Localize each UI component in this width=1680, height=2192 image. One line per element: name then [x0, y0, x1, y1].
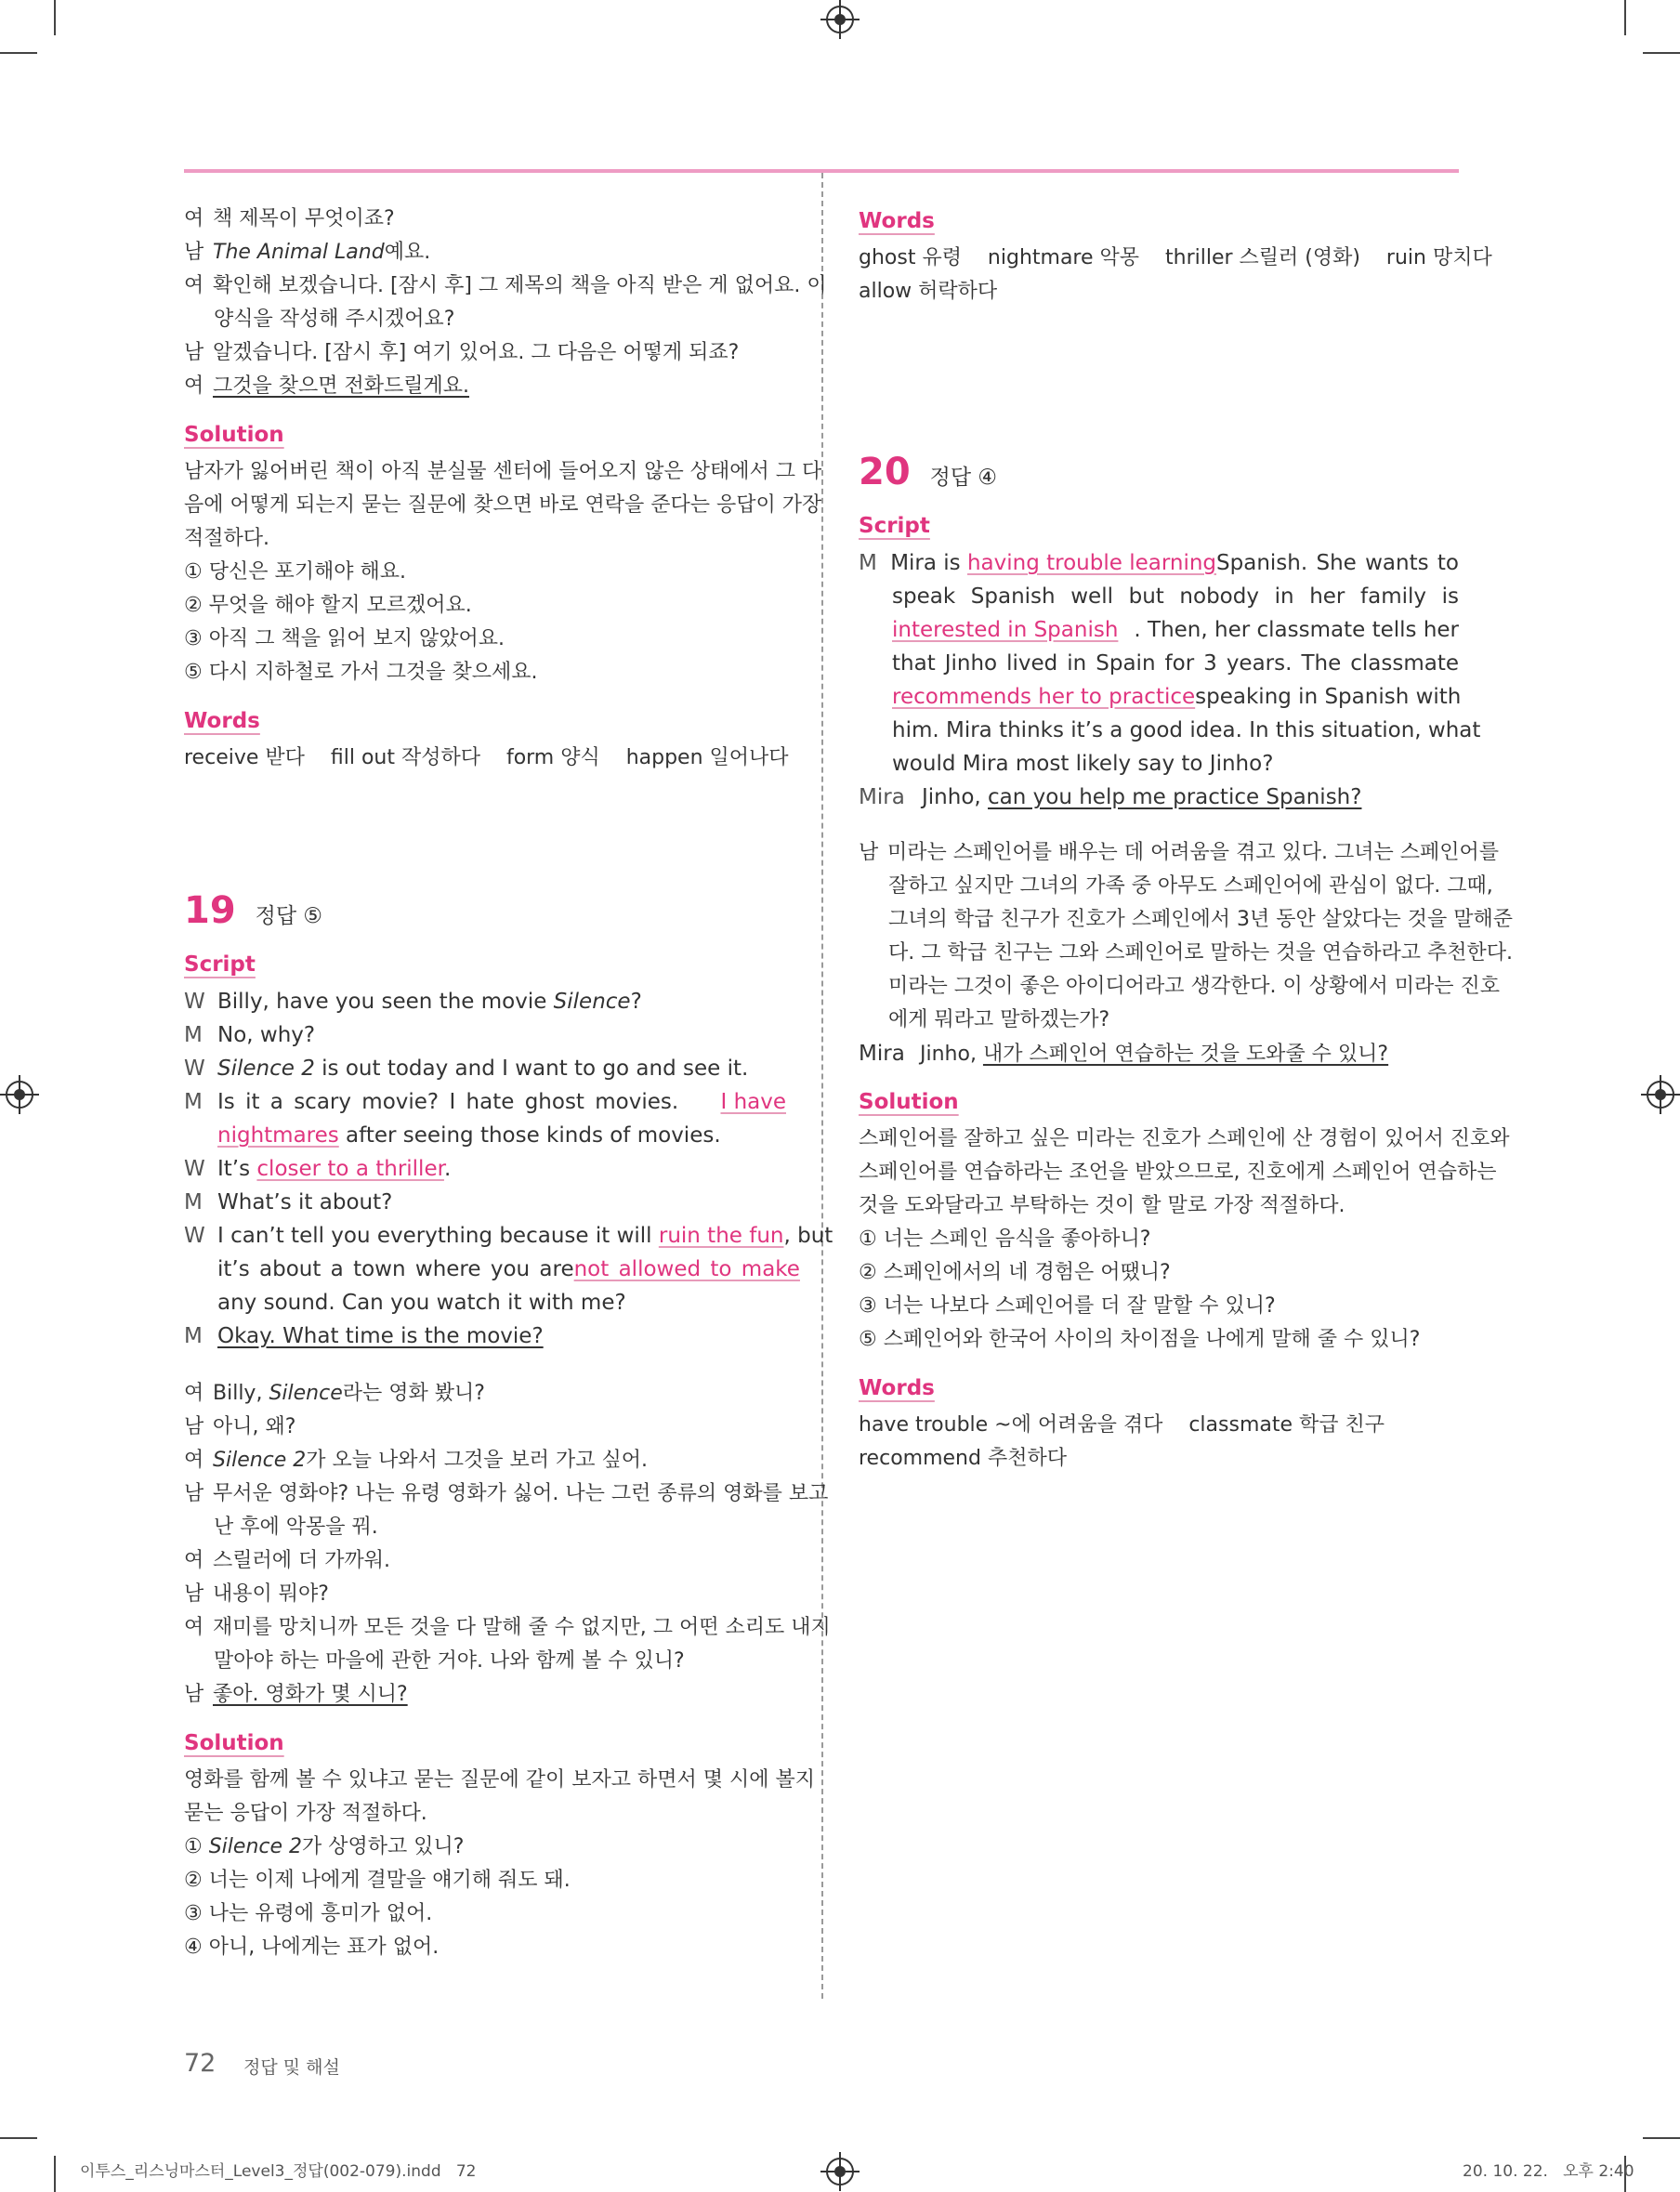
dialogue-line: 그녀의 학급 친구가 진호가 스페인에서 3년 동안 살았다는 것을 말해준: [888, 908, 1513, 931]
solution-heading: Solution: [859, 1090, 959, 1114]
question-number: 19: [184, 889, 236, 932]
dialogue-line: 난 후에 악몽을 꿔.: [214, 1516, 378, 1539]
registration-mark-right: [1647, 1081, 1674, 1109]
solution-line: 남자가 잃어버린 책이 아직 분실물 센터에 들어오지 않은 상태에서 그 다: [184, 460, 822, 483]
dialogue-line: 남 내용이 뭐야?: [184, 1582, 329, 1606]
print-slug-timestamp: 20. 10. 22. 오후 2:40: [1463, 2162, 1634, 2181]
script-line: M No, why?: [184, 1023, 316, 1047]
solution-line: 스페인어를 연습하라는 조언을 받았으므로, 진호에게 스페인어 연습하는: [859, 1161, 1497, 1184]
dialogue-line: 여 스릴러에 더 가까워.: [184, 1549, 390, 1572]
page-label: 정답 및 해설: [243, 2057, 340, 2078]
dialogue-korean-19: [184, 1377, 831, 1712]
left-column: [184, 203, 833, 1964]
dialogue-line: 남 미라는 스페인어를 배우는 데 어려움을 겪고 있다. 그녀는 스페인어를: [859, 841, 1499, 864]
script-heading: Script: [859, 514, 930, 538]
solution-heading: Solution: [184, 423, 284, 447]
solution-option: ① Silence 2가 상영하고 있니?: [184, 1835, 465, 1858]
dialogue-line: 남 알겠습니다. [잠시 후] 여기 있어요. 그 다음은 어떻게 되죠?: [184, 341, 740, 364]
words-line: receive 받다 fill out 작성하다 form 양식 happen 일어나다: [184, 746, 789, 769]
script-line: M What’s it about?: [184, 1190, 393, 1214]
solution-option: ⑤ 스페인어와 한국어 사이의 차이점을 나에게 말해 줄 수 있니?: [859, 1328, 1421, 1351]
dialogue-line: 말아야 하는 마을에 관한 거야. 나와 함께 볼 수 있니?: [214, 1649, 685, 1673]
solution-option: ③ 나는 유령에 흥미가 없어.: [184, 1902, 433, 1925]
script-line: would Mira most likely say to Jinho?: [892, 752, 1274, 776]
script-line: it’s about a town where you are not allowed to make: [217, 1257, 800, 1281]
dialogue-line: 여 재미를 망치니까 모든 것을 다 말해 줄 수 없지만, 그 어떤 소리도 내지: [184, 1616, 831, 1639]
solution-option: ④ 아니, 나에게는 표가 없어.: [184, 1936, 440, 1959]
script-line: him. Mira thinks it’s a good idea. In this situation, what: [892, 718, 1481, 742]
words-list: [859, 1409, 1459, 1476]
words-line: ghost 유령 nightmare 악몽 thriller 스릴러 (영화) ruin 망치다: [859, 246, 1492, 269]
crop-mark: [0, 52, 37, 54]
script-line: W Billy, have you seen the movie Silence?: [184, 990, 642, 1014]
script-line: Mira Jinho, can you help me practice Spanish?: [859, 785, 1362, 809]
script-line: that Jinho lived in Spain for 3 years. The classmate: [892, 651, 1459, 676]
dialogue-line: Mira Jinho, 내가 스페인어 연습하는 것을 도와줄 수 있니?: [859, 1042, 1389, 1066]
words-list: [859, 242, 1492, 308]
solution-line: 것을 도와달라고 부탁하는 것이 할 말로 가장 적절하다.: [859, 1194, 1345, 1217]
solution-20-text: [859, 1122, 1510, 1357]
answer-label: 정답 ⑤: [255, 904, 323, 928]
question-number: 20: [859, 451, 911, 493]
script-line: M Is it a scary movie? I hate ghost movies. I have: [184, 1090, 786, 1114]
script-line: interested in Spanish . Then, her classmate tells her: [892, 618, 1459, 642]
dialogue-line: 에게 뭐라고 말하겠는가?: [888, 1008, 1110, 1031]
solution-heading: Solution: [184, 1731, 284, 1755]
dialogue-line: 여 Billy, Silence라는 영화 봤니?: [184, 1382, 485, 1405]
dialogue-line: 여 Silence 2가 오늘 나와서 그것을 보러 가고 싶어.: [184, 1449, 649, 1472]
dialogue-line: 남 좋아. 영화가 몇 시니?: [184, 1683, 408, 1706]
script-19: [184, 985, 833, 1353]
words-line: recommend 추천하다: [859, 1447, 1067, 1470]
answer-label: 정답 ④: [929, 466, 998, 490]
solution-option: ⑤ 다시 지하철로 가서 그것을 찾으세요.: [184, 661, 538, 684]
dialogue-line: 남 The Animal Land예요.: [184, 241, 431, 264]
solution-option: ② 무엇을 해야 할지 모르겠어요.: [184, 594, 472, 617]
script-line: W It’s closer to a thriller.: [184, 1157, 452, 1181]
crop-mark: [54, 0, 56, 35]
dialogue-korean-20: [859, 836, 1513, 1070]
solution-line: 음에 어떻게 되는지 묻는 질문에 찾으면 바로 연락을 준다는 응답이 가장: [184, 493, 822, 517]
dialogue-line: 잘하고 싶지만 그녀의 가족 중 아무도 스페인어에 관심이 없다. 그때,: [888, 874, 1493, 898]
words-line: allow 허락하다: [859, 280, 998, 303]
dialogue-line: 여 그것을 찾으면 전화드릴게요.: [184, 374, 470, 398]
words-line: have trouble ~에 어려움을 겪다 classmate 학급 친구: [859, 1413, 1385, 1437]
script-line: M Okay. What time is the movie?: [184, 1324, 544, 1348]
solution-option: ② 너는 이제 나에게 결말을 얘기해 줘도 돼.: [184, 1869, 571, 1892]
crop-mark: [1643, 2137, 1680, 2139]
script-line: speak Spanish well but nobody in her family is: [892, 584, 1459, 609]
words-heading: Words: [859, 1376, 935, 1400]
solution-line: 영화를 함께 볼 수 있냐고 묻는 질문에 같이 보자고 하면서 몇 시에 볼지: [184, 1768, 815, 1792]
dialogue-line: 미라는 그것이 좋은 아이디어라고 생각한다. 이 상황에서 미라는 진호: [888, 975, 1500, 998]
words-heading: Words: [184, 709, 260, 733]
dialogue-line: 양식을 작성해 주시겠어요?: [214, 308, 455, 331]
words-heading: Words: [859, 209, 935, 233]
column-divider: [821, 173, 823, 1999]
script-line: W I can’t tell you everything because it will ruin the fun, but: [184, 1224, 833, 1248]
script-line: W Silence 2 is out today and I want to go and see it.: [184, 1057, 749, 1081]
solution-line: 스페인어를 잘하고 싶은 미라는 진호가 스페인에 산 경험이 있어서 진호와: [859, 1127, 1510, 1150]
solution-line: 묻는 응답이 가장 적절하다.: [184, 1802, 427, 1825]
solution-option: ① 너는 스페인 음식을 좋아하니?: [859, 1227, 1151, 1251]
crop-mark: [1624, 0, 1626, 35]
script-line: recommends her to practice speaking in Spanish with: [892, 685, 1462, 709]
crop-mark: [1643, 52, 1680, 54]
script-line: any sound. Can you watch it with me?: [217, 1291, 626, 1315]
solution-option: ② 스페인에서의 네 경험은 어땠니?: [859, 1261, 1171, 1284]
script-heading: Script: [184, 952, 256, 977]
dialogue-line: 여 확인해 보겠습니다. [잠시 후] 그 제목의 책을 아직 받은 게 없어요. 이: [184, 274, 827, 297]
solution-option: ③ 아직 그 책을 읽어 보지 않았어요.: [184, 627, 505, 650]
script-line: M Mira is having trouble learning Spanish. She wants to: [859, 551, 1459, 575]
solution-option: ① 당신은 포기해야 해요.: [184, 560, 406, 584]
solution-option: ③ 너는 나보다 스페인어를 더 잘 말할 수 있니?: [859, 1294, 1276, 1318]
script-20: [859, 546, 1481, 814]
dialogue-korean-18: [184, 203, 827, 403]
crop-mark: [54, 2156, 56, 2192]
registration-mark-left: [6, 1081, 33, 1109]
registration-mark-bottom: [826, 2158, 854, 2185]
question-19-header: [184, 889, 786, 940]
script-line: nightmares after seeing those kinds of movies.: [217, 1123, 721, 1148]
dialogue-line: 다. 그 학급 친구는 그와 스페인어로 말하는 것을 연습하라고 추천한다.: [888, 941, 1513, 965]
dialogue-line: 여 책 제목이 무엇이죠?: [184, 207, 395, 230]
registration-mark-top: [826, 6, 854, 33]
solution-19-text: [184, 1764, 815, 1964]
dialogue-line: 남 무서운 영화야? 나는 유령 영화가 싫어. 나는 그런 종류의 영화를 보고: [184, 1482, 829, 1505]
solution-line: 적절하다.: [184, 527, 270, 550]
dialogue-line: 남 아니, 왜?: [184, 1415, 296, 1438]
page-number: 72: [184, 2049, 217, 2078]
solution-text: [184, 455, 822, 689]
right-column: [859, 204, 1513, 1476]
crop-mark: [0, 2137, 37, 2139]
question-20-header: [859, 451, 1459, 502]
print-slug-filename: 이투스_리스닝마스터_Level3_정답(002-079).indd 72: [80, 2162, 477, 2181]
